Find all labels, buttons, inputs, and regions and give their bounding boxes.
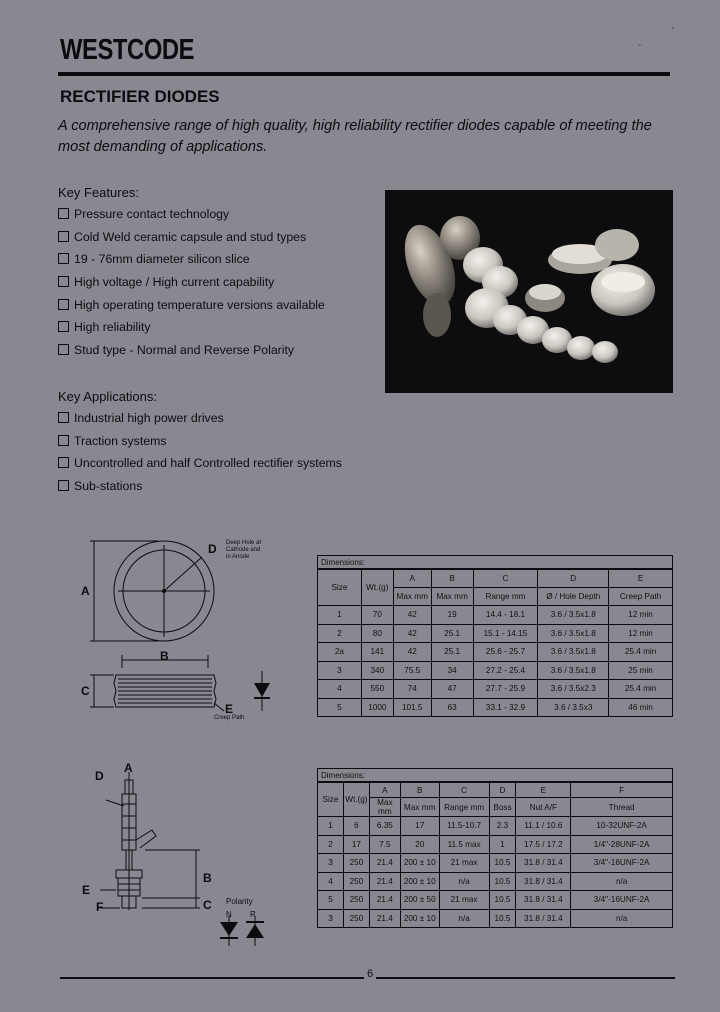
table-cell: 3	[318, 661, 362, 680]
application-item: Uncontrolled and half Controlled rectifier systems	[58, 452, 342, 475]
table1-header-wt: Wt.(g)	[361, 569, 393, 606]
stud-label-e: E	[82, 883, 91, 897]
table1-subheader: Max mm	[393, 588, 431, 606]
table-cell: 10.5	[489, 909, 516, 928]
table-cell: 17	[343, 835, 369, 854]
table-cell: 3.6 / 3.5x3	[538, 698, 609, 717]
checkbox-icon	[58, 253, 69, 264]
table-cell: 200 ± 10	[400, 872, 439, 891]
table2-header-letter: F	[571, 782, 673, 798]
table2-subheader: Nut A/F	[516, 798, 571, 817]
feature-item: High operating temperature versions available	[58, 294, 325, 317]
stud-label-c: C	[203, 898, 212, 912]
table-cell: n/a	[571, 872, 673, 891]
table-cell: 15.1 - 14.15	[473, 624, 538, 643]
table-cell: 3.6 / 3.5x1.8	[538, 624, 609, 643]
table1-header-letter: E	[609, 569, 673, 588]
application-item: Industrial high power drives	[58, 407, 342, 430]
table-cell: 70	[361, 606, 393, 625]
table-cell: 12 min	[609, 624, 673, 643]
table-cell: 25.4 min	[609, 680, 673, 699]
table1-body	[318, 606, 673, 717]
table-row	[318, 891, 673, 910]
checkbox-icon	[58, 457, 69, 468]
feature-item: Pressure contact technology	[58, 203, 325, 226]
table-cell: 3.6 / 3.5x1.8	[538, 643, 609, 662]
feature-item: High voltage / High current capability	[58, 271, 325, 294]
table1-header-letter: D	[538, 569, 609, 588]
table-cell: 10.5	[489, 854, 516, 873]
corner-tick: '	[672, 26, 674, 37]
table-cell: 2.3	[489, 817, 516, 836]
table-cell: 2	[318, 624, 362, 643]
intro-text: A comprehensive range of high quality, high reliability rectifier diodes capable of meeting the most demanding of applications.	[58, 118, 652, 155]
table-cell: 20	[400, 835, 439, 854]
table-cell: 3/4"-16UNF-2A	[571, 891, 673, 910]
brand-logo: WESTCODE	[60, 34, 195, 66]
table-cell: 11.5-10.7	[439, 817, 489, 836]
checkbox-icon	[58, 208, 69, 219]
table-cell: 10.5	[489, 872, 516, 891]
capsule-label-d: D	[208, 542, 217, 556]
table-cell: 27.7 - 25.9	[473, 680, 538, 699]
table-cell: 6	[343, 817, 369, 836]
table-cell: 63	[431, 698, 473, 717]
table-row	[318, 680, 673, 699]
table-cell: n/a	[439, 872, 489, 891]
capsule-label-e: E	[225, 702, 234, 716]
table-row	[318, 643, 673, 662]
table2-subheader: Max mm	[400, 798, 439, 817]
table-cell: 25 min	[609, 661, 673, 680]
table2-subheader: Boss	[489, 798, 516, 817]
table2-subheader: Thread	[571, 798, 673, 817]
table2-caption: Dimensions:	[318, 769, 673, 783]
table-cell: 19	[431, 606, 473, 625]
table1-caption: Dimensions:	[318, 556, 673, 570]
table1-subheader: Max mm	[431, 588, 473, 606]
table-cell: n/a	[571, 909, 673, 928]
table-cell: 7.5	[369, 835, 400, 854]
table-cell: 4	[318, 872, 344, 891]
application-item: Traction systems	[58, 430, 342, 453]
table-cell: 3/4"-16UNF-2A	[571, 854, 673, 873]
feature-item: High reliability	[58, 316, 325, 339]
table1-header-letter: A	[393, 569, 431, 588]
table1-header-size: Size	[318, 569, 362, 606]
table2-subheader: Range mm	[439, 798, 489, 817]
table2-header-letter: B	[400, 782, 439, 798]
table-cell: 2	[318, 835, 344, 854]
table-row	[318, 661, 673, 680]
table-cell: 1000	[361, 698, 393, 717]
table1-subheader: Creep Path	[609, 588, 673, 606]
table-cell: 21.4	[369, 891, 400, 910]
feature-item: Stud type - Normal and Reverse Polarity	[58, 339, 325, 362]
table-cell: 33.1 - 32.9	[473, 698, 538, 717]
stud-dimensions-table	[317, 768, 673, 928]
stud-label-b: B	[203, 871, 212, 885]
table2-header-wt: Wt.(g)	[343, 782, 369, 817]
table-row	[318, 835, 673, 854]
capsule-note-e: Creep Path	[214, 715, 245, 721]
stud-label-a: A	[124, 761, 133, 775]
table1-header-letter: B	[431, 569, 473, 588]
table1-subheader: Range mm	[473, 588, 538, 606]
table-row	[318, 624, 673, 643]
capsule-outline-drawing	[78, 533, 278, 733]
stud-label-f: F	[96, 900, 104, 914]
table2-header-letter: E	[516, 782, 571, 798]
table-cell: 74	[393, 680, 431, 699]
table-row	[318, 872, 673, 891]
table-cell: 14.4 - 18.1	[473, 606, 538, 625]
table-cell: 27.2 - 25.4	[473, 661, 538, 680]
table-row	[318, 606, 673, 625]
checkbox-icon	[58, 344, 69, 355]
table-cell: 31.8 / 31.4	[516, 891, 571, 910]
table-cell: 2a	[318, 643, 362, 662]
stud-outline-drawing	[90, 760, 280, 960]
table-cell: 200 ± 10	[400, 854, 439, 873]
table-cell: 340	[361, 661, 393, 680]
page-number: 6	[364, 968, 376, 980]
table-cell: 5	[318, 698, 362, 717]
checkbox-icon	[58, 299, 69, 310]
table-cell: 46 min	[609, 698, 673, 717]
table-row	[318, 817, 673, 836]
feature-item: 19 - 76mm diameter silicon slice	[58, 248, 325, 271]
capsule-label-b: B	[160, 649, 169, 663]
table-cell: 21.4	[369, 909, 400, 928]
diode-products-illustration	[385, 190, 673, 393]
table-cell: 3.6 / 3.5x1.8	[538, 606, 609, 625]
table-cell: 1	[318, 817, 344, 836]
table-cell: 6.35	[369, 817, 400, 836]
table-cell: 31.8 / 31.4	[516, 854, 571, 873]
capsule-label-c: C	[81, 684, 90, 698]
table-cell: 47	[431, 680, 473, 699]
table-cell: 141	[361, 643, 393, 662]
stud-label-d: D	[95, 769, 104, 783]
polarity-n: N	[226, 910, 232, 919]
table-cell: 1	[489, 835, 516, 854]
table2-header-letter: C	[439, 782, 489, 798]
table-cell: 1	[318, 606, 362, 625]
table-cell: 31.8 / 31.4	[516, 872, 571, 891]
table-cell: 200 ± 10	[400, 909, 439, 928]
key-features-list	[58, 203, 325, 362]
table-cell: 80	[361, 624, 393, 643]
table-cell: 550	[361, 680, 393, 699]
checkbox-icon	[58, 435, 69, 446]
page-title: RECTIFIER DIODES	[60, 87, 220, 106]
table-cell: 4	[318, 680, 362, 699]
table2-header-letter: A	[369, 782, 400, 798]
key-applications-list	[58, 407, 342, 498]
key-applications-title: Key Applications:	[58, 389, 158, 404]
table-cell: 11.1 / 10.6	[516, 817, 571, 836]
table-cell: 250	[343, 854, 369, 873]
table1-header-letter: C	[473, 569, 538, 588]
table-cell: 5	[318, 891, 344, 910]
table-cell: 21.4	[369, 854, 400, 873]
table-cell: 25.1	[431, 643, 473, 662]
table-cell: 12 min	[609, 606, 673, 625]
application-item: Sub-stations	[58, 475, 342, 498]
table-cell: 11.5 max	[439, 835, 489, 854]
table-cell: 250	[343, 891, 369, 910]
table-cell: 250	[343, 909, 369, 928]
table-cell: 21.4	[369, 872, 400, 891]
table2-header-letter: D	[489, 782, 516, 798]
table-cell: 25.1	[431, 624, 473, 643]
table-cell: 25.4 min	[609, 643, 673, 662]
product-photo	[385, 190, 673, 393]
polarity-r: R	[250, 910, 256, 919]
table-cell: n/a	[439, 909, 489, 928]
table-cell: 3	[318, 854, 344, 873]
table-cell: 1/4"-28UNF-2A	[571, 835, 673, 854]
table-cell: 101.5	[393, 698, 431, 717]
table-cell: 200 ± 50	[400, 891, 439, 910]
table1-subheader: Ø / Hole Depth	[538, 588, 609, 606]
checkbox-icon	[58, 231, 69, 242]
capsule-note-d: Deep Hole at Cathode and in Anode	[226, 540, 262, 560]
checkbox-icon	[58, 412, 69, 423]
table-cell: 250	[343, 872, 369, 891]
table-cell: 42	[393, 643, 431, 662]
table-cell: 21 max	[439, 891, 489, 910]
corner-mark: -	[638, 40, 642, 51]
capsule-dimensions-table	[317, 555, 673, 717]
table-cell: 17.5 / 17.2	[516, 835, 571, 854]
table-row	[318, 698, 673, 717]
table-cell: 21 max	[439, 854, 489, 873]
table-cell: 34	[431, 661, 473, 680]
header-rule	[58, 72, 670, 76]
table-cell: 3.6 / 3.5x2.3	[538, 680, 609, 699]
table-cell: 25.6 - 25.7	[473, 643, 538, 662]
table-cell: 31.8 / 31.4	[516, 909, 571, 928]
table-cell: 42	[393, 624, 431, 643]
table2-header-size: Size	[318, 782, 344, 817]
table-row	[318, 909, 673, 928]
polarity-label: Polarity	[226, 897, 253, 906]
table-cell: 75.5	[393, 661, 431, 680]
table-cell: 10.5	[489, 891, 516, 910]
table-cell: 17	[400, 817, 439, 836]
table2-subheader: Max mm	[369, 798, 400, 817]
table-cell: 3	[318, 909, 344, 928]
table-cell: 3.6 / 3.5x1.8	[538, 661, 609, 680]
capsule-label-a: A	[81, 584, 90, 598]
key-features-title: Key Features:	[58, 185, 139, 200]
table-cell: 42	[393, 606, 431, 625]
checkbox-icon	[58, 276, 69, 287]
checkbox-icon	[58, 321, 69, 332]
table2-body	[318, 817, 673, 928]
checkbox-icon	[58, 480, 69, 491]
table-row	[318, 854, 673, 873]
feature-item: Cold Weld ceramic capsule and stud types	[58, 226, 325, 249]
table-cell: 10-32UNF-2A	[571, 817, 673, 836]
